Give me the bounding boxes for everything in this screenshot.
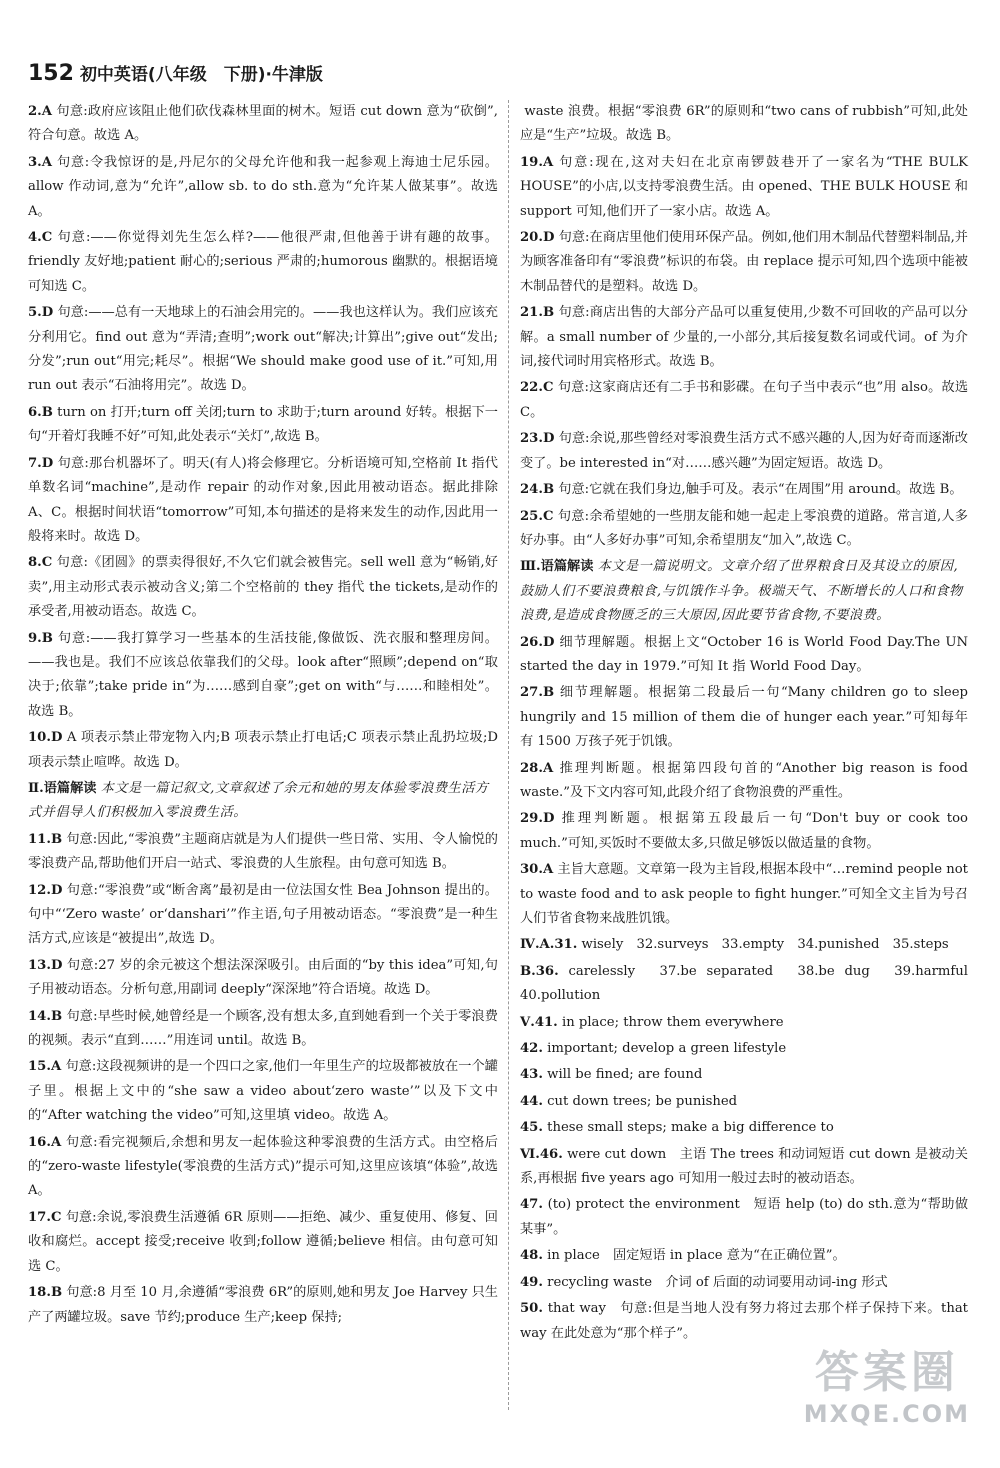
answer-text: 句意:它就在我们身边,触手可及。表示“在周围”用 around。故选 B。: [558, 482, 963, 498]
answer-number: 17.C: [28, 1209, 62, 1225]
answer-item: [520, 681, 968, 754]
answer-text: 句意:看完视频后,余想和男友一起体验这种零浪费的生活方式。由空格后的“zero-waste lifestyle(零浪费的生活方式)”提示可知,这里应该填“体验”,故选 A。: [28, 1134, 498, 1199]
answer-text: turn on 打开;turn off 关闭;turn to 求助于;turn around 好转。根据下一句“开着灯我睡不好”可知,此处表示“关灯”,故选 B。: [28, 404, 498, 445]
answer-number: 21.B: [520, 305, 555, 321]
answer-number: 25.C: [520, 508, 554, 524]
answer-number: 10.D: [28, 730, 63, 746]
answer-text: 句意:《团圆》的票卖得很好,不久它们就会被售完。sell well 意为“畅销,好卖”,用主动形式表示被动含义;第二个空格前的 they 指代 the tickets,是动作的承受者,用被动语态。故选 C。: [28, 555, 498, 620]
answer-item: [28, 401, 498, 450]
answer-text: that way 句意:但是当地人没有努力将过去那个样子保持下来。that way 在此处意为“那个样子”。: [520, 1301, 968, 1341]
answer-number: 22.C: [520, 380, 554, 396]
section-2-summary: 本文是一篇记叙文,文章叙述了余元和她的男友体验零浪费生活方式并倡导人们积极加入零浪费生活。: [28, 780, 489, 821]
answer-text: 推理判断题。根据第五段最后一句“Don't buy or cook too much.”可知,买饭时不要做太多,只做足够饭以做适量的食物。: [520, 811, 968, 851]
answer-item: [28, 226, 498, 299]
answer-text: 句意:这家商店还有二手书和影碟。在句子当中表示“也”用 also。故选 C。: [520, 380, 969, 420]
answer-number: 4.C: [28, 230, 53, 246]
answer-item: [520, 1116, 968, 1140]
answer-item: [520, 1193, 968, 1242]
answer-item: [520, 376, 968, 425]
answer-text: 细节理解题。根据第二段最后一句“Many children go to sleep hungrily and 15 million of them die of hunger each year.”可知每年有 1500 万孩子死于饥饿。: [520, 685, 968, 750]
answer-item: [520, 1011, 968, 1035]
answer-text: in place 固定短语 in place 意为“在正确位置”。: [547, 1248, 846, 1264]
answer-item: [28, 954, 498, 1003]
answer-item: [520, 631, 968, 680]
answer-text: were cut down 主语 The trees 和动词短语 cut down 是被动关系,再根据 five years ago 可知用一般过去时的被动语态。: [520, 1146, 968, 1187]
page-number: 152: [28, 61, 74, 86]
answer-number: Ⅵ.46.: [520, 1146, 563, 1162]
section-6-answers: [520, 1143, 968, 1346]
answer-item: [520, 757, 968, 806]
answer-number: 14.B: [28, 1008, 63, 1024]
answer-list-3: [520, 100, 968, 553]
answer-item: [520, 1037, 968, 1061]
answer-item: [520, 478, 968, 502]
answer-item: [520, 858, 968, 931]
answer-text: 句意:早些时候,她曾经是一个顾客,没有想太多,直到她看到一个关于零浪费的视频。表示“直到……”用连词 until。故选 B。: [28, 1008, 498, 1049]
answer-item: [520, 807, 968, 856]
answer-text: 句意:8 月至 10 月,余遵循“零浪费 6R”的原则,她和男友 Joe Harvey 只生产了两罐垃圾。save 节约;produce 生产;keep 保持;: [28, 1285, 498, 1325]
answer-text: 句意:余希望她的一些朋友能和她一起走上零浪费的道路。常言道,人多好办事。由“人多好办事”可知,余希望朋友“加入”,故选 C。: [520, 508, 968, 548]
answer-number: 47.: [520, 1197, 543, 1213]
answer-text: 句意:这段视频讲的是一个四口之家,他们一年里生产的垃圾都被放在一个罐子里。根据上文中的“she saw a video about‘zero waste’”以及下文中的“After watching the video”可知,这里填 video。故选 A。: [28, 1059, 498, 1124]
answer-number: Ⅳ.A.31.: [520, 937, 578, 953]
watermark-url: MXQE.COM: [803, 1400, 970, 1428]
answer-item: [28, 1055, 498, 1128]
answer-number: 9.B: [28, 630, 53, 646]
answer-text: 句意:政府应该阻止他们砍伐森林里面的树木。短语 cut down 意为“砍倒”,符合句意。故选 A。: [28, 104, 498, 144]
answer-list-1: [28, 100, 498, 775]
answer-item: [520, 427, 968, 476]
column-divider: [508, 100, 509, 1410]
page-header: [28, 60, 323, 86]
section-3-summary: 本文是一篇说明文。文章介绍了世界粮食日及其设立的原因,鼓励人们不要浪费粮食,与饥饿作斗争。极端天气、不断增长的人口和食物浪费,是造成食物匮乏的三大原因,因此要节省食物,不要浪费。: [520, 559, 963, 624]
answer-item: [520, 100, 968, 149]
answer-item: [28, 828, 498, 877]
answer-text: waste 浪费。根据“零浪费 6R”的原则和“two cans of rubbish”可知,此处应是“生产”垃圾。故选 B。: [520, 104, 968, 144]
answer-item: [520, 960, 982, 1009]
answer-number: 16.A: [28, 1134, 62, 1150]
answer-text: (to) protect the environment 短语 help (to) do sth.意为“帮助做某事”。: [520, 1197, 969, 1237]
answer-text: 句意:在商店里他们使用环保产品。例如,他们用木制品代替塑料制品,并为顾客准备印有“零浪费”标识的布袋。由 replace 提示可知,四个选项中能被木制品替代的是塑料。故选 D。: [520, 230, 968, 294]
answer-item: [520, 1063, 968, 1087]
answer-text: 句意:——我打算学习一些基本的生活技能,像做饭、洗衣服和整理房间。——我也是。我们不应该总依靠我们的父母。look after“照顾”;depend on“取决于;依靠”;take pride in“为……感到自豪”;get on with“与……和睦相处”。故选 B。: [28, 630, 498, 719]
answer-number: 30.A: [520, 862, 554, 878]
answer-number: 20.D: [520, 230, 555, 246]
answer-number: 44.: [520, 1093, 543, 1109]
answer-number: 6.B: [28, 404, 53, 420]
answer-item: [28, 879, 498, 952]
answer-list-4: [520, 631, 968, 932]
answer-text: 细节理解题。根据上文“October 16 is World Food Day.The UN started the day in 1979.”可知 It 指 World Food Day。: [520, 634, 968, 674]
answer-text: 句意:因此,“零浪费”主题商店就是为人们提供一些日常、实用、令人愉悦的零浪费产品,帮助他们开启一站式、零浪费的人生旅程。由句意可知选 B。: [28, 831, 498, 872]
answer-item: [28, 1131, 498, 1204]
answer-item: [520, 1143, 968, 1192]
answer-number: 23.D: [520, 431, 555, 447]
answer-number: 43.: [520, 1067, 543, 1083]
answer-item: [520, 505, 968, 554]
answer-item: [520, 301, 968, 374]
answer-number: B.36.: [520, 963, 559, 979]
answer-number: 49.: [520, 1274, 543, 1290]
answer-number: Ⅴ.41.: [520, 1014, 558, 1030]
section-5-answers: [520, 1011, 968, 1141]
answer-number: 2.A: [28, 104, 52, 119]
answer-number: 29.D: [520, 811, 555, 827]
answer-number: 13.D: [28, 957, 63, 973]
answer-item: [28, 1281, 498, 1330]
answer-item: [520, 1090, 968, 1114]
answer-number: 24.B: [520, 482, 555, 498]
answer-text: important; develop a green lifestyle: [547, 1041, 787, 1057]
answer-number: 12.D: [28, 882, 63, 898]
answer-list-2: [28, 828, 498, 1330]
answer-text: 句意:——总有一天地球上的石油会用完的。——我也这样认为。我们应该充分利用它。find out 意为“弄清;查明”;work out“解决;计算出”;give out“发出;分发”;run out“用完;耗尽”。根据“We should make good use of it.”可知,用 run out 表示“石油将用完”。故选 D。: [28, 305, 498, 394]
section-3-label: Ⅲ.语篇解读: [520, 559, 594, 575]
answer-item: [28, 151, 498, 224]
answer-item: [28, 1005, 498, 1054]
watermark-logo: [804, 1336, 970, 1428]
right-column: [520, 100, 982, 1348]
answer-text: A 项表示禁止带宠物入内;B 项表示禁止打电话;C 项表示禁止乱扔垃圾;D 项表示禁止喧哗。故选 D。: [28, 730, 499, 770]
section-4-answers: [520, 933, 982, 1008]
answer-text: 句意:商店出售的大部分产品可以重复使用,少数不可回收的产品可以分解。a small number of 少量的,一小部分,其后接复数名词或代词。of 为介词,接代词时用宾格形式。故选 B。: [520, 305, 968, 370]
answer-text: wisely 32.surveys 33.empty 34.punished 35.steps: [581, 937, 949, 953]
section-2-heading: [28, 777, 498, 826]
answer-number: 3.A: [28, 154, 52, 170]
answer-number: 45.: [520, 1120, 543, 1136]
answer-item: [28, 301, 498, 399]
answer-number: 7.D: [28, 455, 54, 471]
answer-text: 推理判断题。根据第四段句首的“Another big reason is food waste.”及下文内容可知,此段介绍了食物浪费的严重性。: [520, 760, 968, 800]
answer-item: [28, 1206, 498, 1279]
answer-text: 句意:余说,零浪费生活遵循 6R 原则——拒绝、减少、重复使用、修复、回收和腐烂。accept 接受;receive 收到;follow 遵循;believe 相信。由句意可知选 C。: [28, 1209, 498, 1274]
answer-text: these small steps; make a big difference to: [547, 1120, 834, 1136]
answer-item: [28, 100, 498, 149]
answer-item: [520, 1271, 968, 1295]
answer-text: 句意:“零浪费”或“断舍离”最初是由一位法国女性 Bea Johnson 提出的。句中“‘Zero waste’ or‘danshari’”作主语,句子用被动语态。“零浪费”是一种生活方式,应该是“被提出”,故选 D。: [28, 882, 498, 947]
watermark-text: 答案圈: [814, 1347, 959, 1398]
answer-text: 主旨大意题。文章第一段为主旨段,根据本段中“…remind people not to waste food and to ask people to fight hunger.”可知全文主旨为号召人们节省食物来战胜饥饿。: [520, 862, 968, 926]
answer-item: [28, 452, 498, 550]
answer-number: 50.: [520, 1301, 543, 1317]
left-column: [28, 100, 498, 1332]
answer-text: 句意:那台机器坏了。明天(有人)将会修理它。分析语境可知,空格前 It 指代单数名词“machine”,是动作 repair 的动作对象,因此用被动语态。据此排除 A、C。根据时间状语“tomorrow”可知,本句描述的是将来发生的动作,因此用一般将来时。故选 D。: [28, 455, 498, 544]
answer-text: cut down trees; be punished: [547, 1093, 738, 1109]
answer-number: 11.B: [28, 831, 63, 847]
answer-number: 5.D: [28, 305, 54, 321]
answer-text: 句意:27 岁的余元被这个想法深深吸引。由后面的“by this idea”可知,句子用被动语态。分析句意,用副词 deeply“深深地”符合语境。故选 D。: [28, 957, 498, 998]
answer-number: 8.C: [28, 555, 53, 571]
answer-number: 26.D: [520, 634, 555, 650]
section-3-heading: [520, 555, 968, 628]
book-title: 初中英语(八年级 下册)·牛津版: [79, 65, 323, 85]
section-2-label: Ⅱ.语篇解读: [28, 780, 97, 796]
answer-item: [520, 1244, 968, 1268]
answer-item: [28, 627, 498, 725]
answer-text: recycling waste 介词 of 后面的动词要用动词-ing 形式: [547, 1274, 888, 1290]
answer-number: 48.: [520, 1248, 543, 1264]
answer-text: 句意:余说,那些曾经对零浪费生活方式不感兴趣的人,因为好奇而逐渐改变了。be interested in“对……感兴趣”为固定短语。故选 D。: [520, 431, 968, 471]
answer-text: in place; throw them everywhere: [561, 1014, 784, 1030]
answer-text: carelessly 37.be separated 38.be dug 39.harmful 40.pollution: [520, 963, 982, 1004]
answer-number: 18.B: [28, 1285, 63, 1301]
answer-number: 15.A: [28, 1059, 62, 1075]
answer-number: 27.B: [520, 685, 555, 701]
answer-item: [520, 226, 968, 299]
answer-item: [28, 551, 498, 624]
answer-item: [520, 933, 968, 957]
answer-item: [520, 151, 968, 224]
answer-item: [28, 726, 498, 775]
answer-text: will be fined; are found: [547, 1067, 703, 1083]
answer-number: 19.A: [520, 154, 554, 170]
answer-number: 28.A: [520, 760, 554, 776]
answer-number: 42.: [520, 1041, 543, 1057]
answer-text: 句意:令我惊讶的是,丹尼尔的父母允许他和我一起参观上海迪士尼乐园。allow 作动词,意为“允许”,allow sb. to do sth.意为“允许某人做某事”。故选 A。: [28, 154, 498, 219]
answer-text: 句意:——你觉得刘先生怎么样?——他很严肃,但他善于讲有趣的故事。friendly 友好地;patient 耐心的;serious 严肃的;humorous 幽默的。根据语境可知选 C。: [28, 230, 498, 294]
answer-text: 句意:现在,这对夫妇在北京南锣鼓巷开了一家名为“THE BULK HOUSE”的小店,以支持零浪费生活。由 opened、THE BULK HOUSE 和 support 可知,他们开了一家小店。故选 A。: [520, 154, 968, 219]
